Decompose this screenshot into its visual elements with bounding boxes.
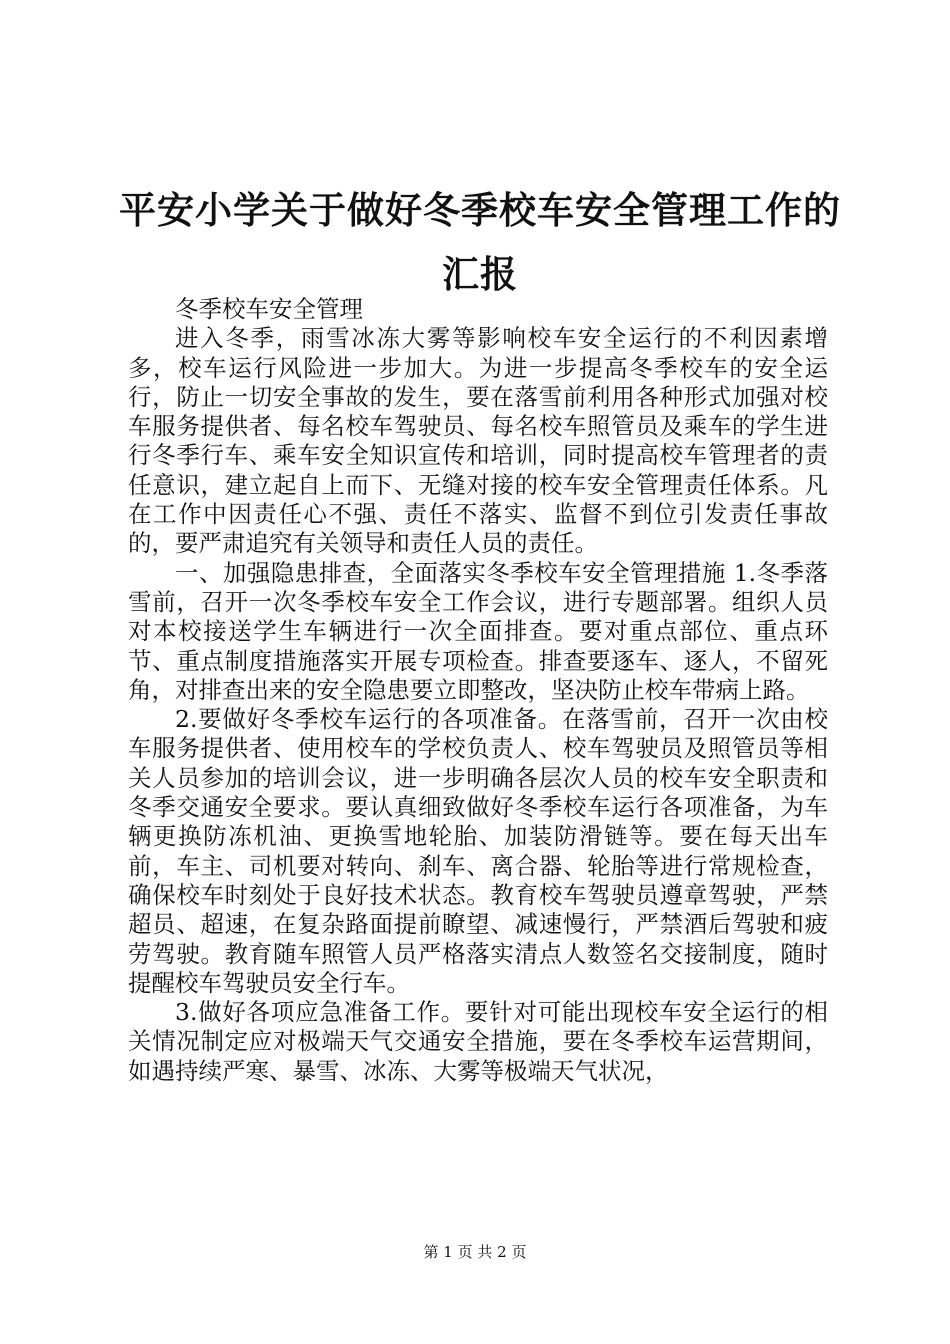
document-title: 平安小学关于做好冬季校车安全管理工作的汇报	[119, 188, 841, 296]
body-paragraph: 2.要做好冬季校车运行的各项准备。在落雪前，召开一次由校车服务提供者、使用校车的学校负责人、校车驾驶员及照管员等相关人员参加的培训会议，进一步明确各层次人员的校车安全职责和冬季交通安全要求。要认真细致做好冬季校车运行各项准备，为车辆更换防冻机油、更换雪地轮胎、加装防滑链等。要在每天出车前，车主、司机要对转向、刹车、离合器、轮胎等进行常规检查，确保校车时刻处于良好技术状态。教育校车驾驶员遵章驾驶，严禁超员、超速，在复杂路面提前瞭望、减速慢行，严禁酒后驾驶和疲劳驾驶。教育随车照管人员严格落实清点人数签名交接制度，随时提醒校车驾驶员安全行车。	[128, 705, 828, 997]
body-paragraph: 3.做好各项应急准备工作。要针对可能出现校车安全运行的相关情况制定应对极端天气交通安全措施，要在冬季校车运营期间，如遇持续严寒、暴雪、冰冻、大雾等极端天气状况，	[128, 998, 828, 1085]
section-heading: 冬季校车安全管理	[175, 295, 363, 323]
page-footer: 第 1 页 共 2 页	[423, 1243, 527, 1261]
body-paragraph: 一、加强隐患排查，全面落实冬季校车安全管理措施 1.冬季落雪前，召开一次冬季校车安全工作会议，进行专题部署。组织人员对本校接送学生车辆进行一次全面排查。要对重点部位、重点环节、重点制度措施落实开展专项检查。排查要逐车、逐人，不留死角，对排查出来的安全隐患要立即整改，坚决防止校车带病上路。	[128, 558, 828, 704]
document-body	[128, 295, 828, 1086]
body-paragraph: 进入冬季，雨雪冰冻大雾等影响校车安全运行的不利因素增多，校车运行风险进一步加大。为进一步提高冬季校车的安全运行，防止一切安全事故的发生，要在落雪前利用各种形式加强对校车服务提供者、每名校车驾驶员、每名校车照管员及乘车的学生进行冬季行车、乘车安全知识宣传和培训，同时提高校车管理者的责任意识，建立起自上而下、无缝对接的校车安全管理责任体系。凡在工作中因责任心不强、责任不落实、监督不到位引发责任事故的，要严肃追究有关领导和责任人员的责任。	[128, 324, 828, 558]
